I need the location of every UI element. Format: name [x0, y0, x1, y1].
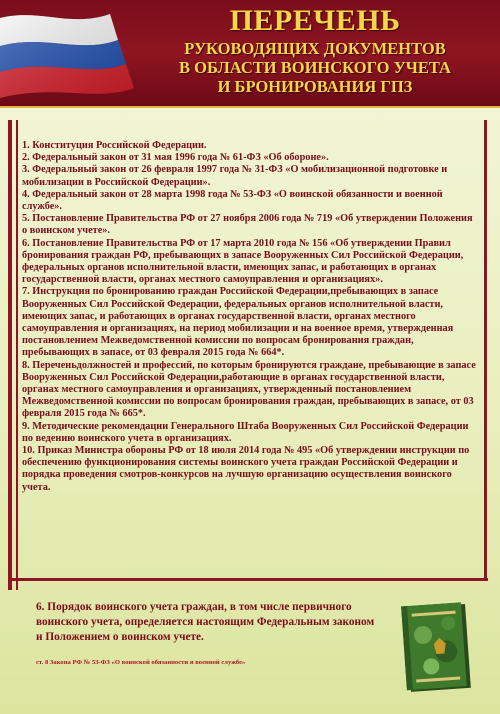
subtitle-line-3: И БРОНИРОВАНИЯ ГПЗ [217, 77, 413, 96]
list-item: 5. Постановление Правительства РФ от 27 ноября 2006 года № 719 «Об утверждении Положения о воинском учете». [22, 213, 473, 237]
law-book-icon [401, 602, 473, 694]
header-banner [0, 0, 500, 108]
list-item: 2. Федеральный закон от 31 мая 1996 года № 61-ФЗ «Об обороне». [22, 152, 329, 164]
list-item: 8. Переченьдолжностей и профессий, по которым бронируются граждане, пребывающие в запасе Вооруженных Сил Российской Федерации,работающие в органах государственной власти, органах местного самоуправления и организациях, утвержденный постановлением Межведомственной комиссии по вопросам бронирования граждан, пребывающих в запасе, от 03 февраля 2015 года № 665*. [22, 359, 476, 420]
list-item: 9. Методические рекомендации Генерального Штаба Вооруженных Сил Российской Федерации по ведению воинского учета в организациях. [22, 420, 469, 444]
frame-bottom-line [8, 578, 488, 581]
documents-list [22, 140, 477, 494]
frame-left-outer [8, 120, 12, 590]
subtitle-line-1: РУКОВОДЯЩИХ ДОКУМЕНТОВ [184, 39, 446, 58]
list-item: 1. Конституция Российской Федерации. [22, 140, 207, 151]
page-title: ПЕРЕЧЕНЬ [229, 4, 401, 37]
frame-right-line [484, 120, 487, 580]
subtitle-line-2: В ОБЛАСТИ ВОИНСКОГО УЧЕТА [179, 58, 451, 77]
list-item: 6. Постановление Правительства РФ от 17 марта 2010 года № 156 «Об утверждении Правил бронирования граждан РФ, пребывающих в запасе Вооруженных Сил Российской Федерации, федеральных органов исполнительной власти, имеющих запас, и работающих в органах государственной власти, органах местного самоуправления и организациях». [22, 237, 464, 286]
list-item: 10. Приказ Министра обороны РФ от 18 июля 2014 года № 495 «Об утверждении инструкции по обеспечению функционирования системы воинского учета граждан Российской Федерации и порядка проведения смотров-конкурсов на лучшую организацию осуществления воинского учета. [22, 445, 470, 493]
russian-flag-icon [0, 0, 160, 106]
citation: ст. 8 Закона РФ № 53-ФЗ «О воинской обязанности и военной службе» [36, 659, 246, 666]
list-item: 4. Федеральный закон от 28 марта 1998 года № 53-ФЗ «О воинской обязанности и военной службе». [22, 188, 443, 213]
frame-left-inner [16, 120, 18, 590]
list-item: 3. Федеральный закон от 26 февраля 1997 года № 31-ФЗ «О мобилизационной подготовке и мобилизации в Российской Федерации». [22, 164, 448, 188]
list-item: 7. Инструкция по бронированию граждан Российской Федерации,пребывающих в запасе Вооруженных Сил Российской Федерации, федеральных органов исполнительной власти, имеющих запас, и работающих в органах государственной власти, органах местного самоуправления и организациях, на период мобилизации и на военное время, утвержденная постановлением Межведомственной комиссии по вопросам бронирования граждан, пребывающих в запасе, от 03 февраля 2015 года № 664*. [22, 286, 454, 359]
law-excerpt: 6. Порядок воинского учета граждан, в том числе первичного воинского учета, определяется настоящим Федеральным законом и Положением о воинском учете. [36, 601, 375, 643]
